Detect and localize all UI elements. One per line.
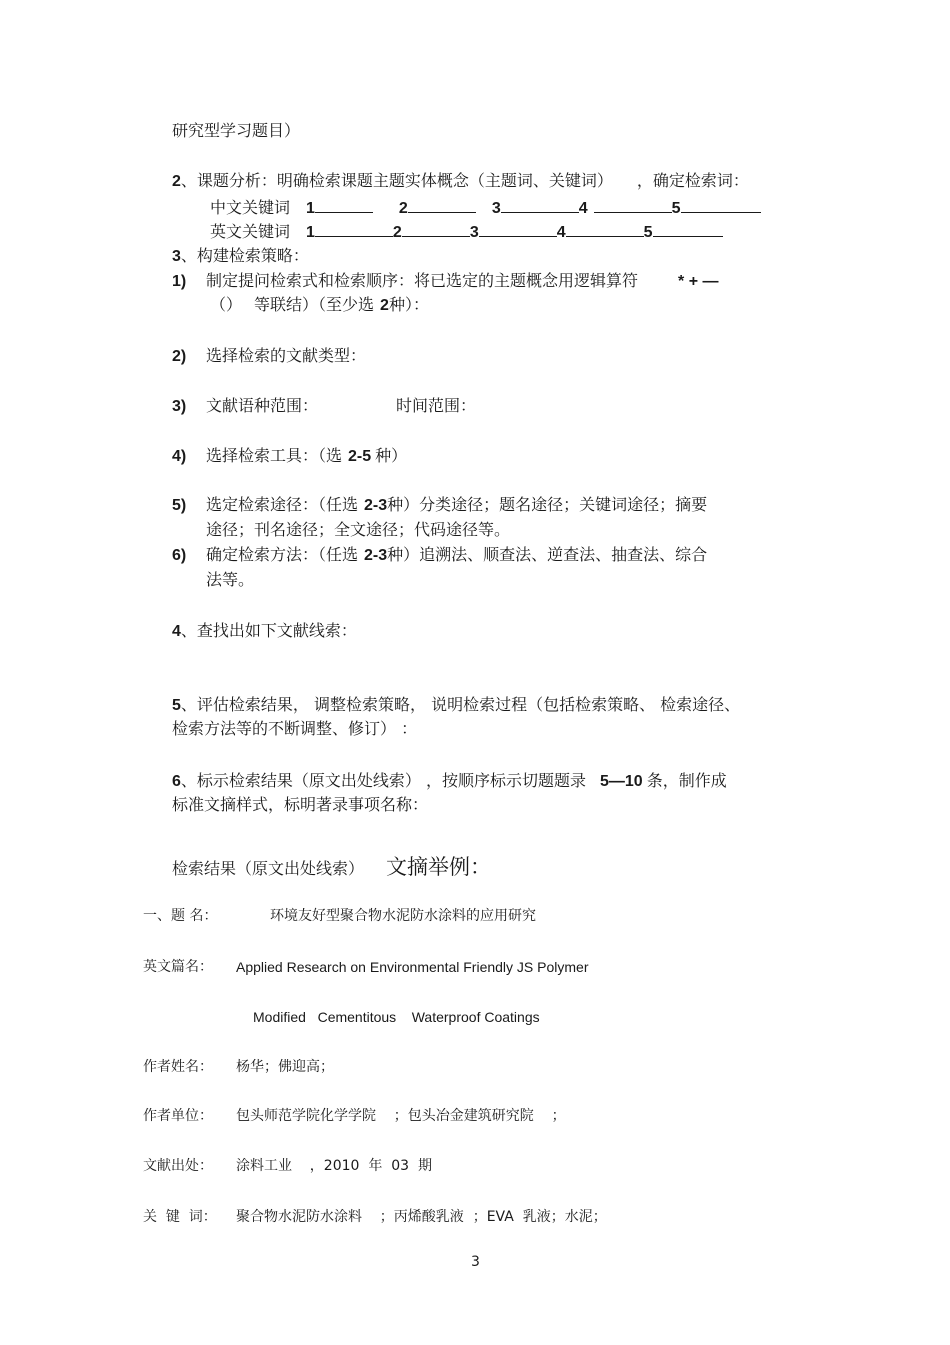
section-5-number: 5 — [172, 697, 181, 714]
page-number: 3 — [471, 1254, 480, 1270]
section-6-heading — [172, 770, 727, 793]
item-5-number: 5) — [172, 497, 187, 514]
en-kw-5-number: 5 — [643, 224, 653, 241]
item-2 — [172, 345, 366, 368]
english-title-label: 英文篇名： — [143, 959, 213, 975]
source-value: 涂料工业 ，2010 年 03 期 — [236, 1158, 432, 1174]
en-keywords-label: 英文关键词 — [210, 222, 291, 241]
item-1-line-2-end: 种）： — [388, 295, 429, 314]
item-1-number: 1) — [172, 273, 187, 290]
item-5-range: 2-3 — [364, 497, 388, 514]
example-heading: 文摘举例： — [386, 855, 492, 879]
section-3-heading — [172, 245, 309, 268]
cn-kw-1-blank[interactable] — [315, 196, 373, 213]
item-6-text-2: 种）追溯法、顺查法、逆查法、抽查法、综合 — [387, 545, 708, 564]
section-6-number: 6 — [172, 773, 181, 790]
section-4-heading — [172, 620, 357, 643]
item-3-time-label: 时间范围： — [396, 396, 477, 415]
cn-keywords-row — [210, 196, 761, 220]
cn-kw-5-blank[interactable] — [681, 196, 761, 213]
cn-kw-2-number: 2 — [398, 200, 408, 217]
unit-label: 作者单位： — [143, 1108, 213, 1124]
keywords-value: 聚合物水泥防水涂料 ；丙烯酸乳液 ；EVA 乳液；水泥； — [236, 1209, 607, 1225]
en-kw-2-number: 2 — [392, 224, 402, 241]
en-kw-4-blank[interactable] — [566, 220, 644, 237]
section-6-text-2: 条，制作成 — [646, 771, 727, 790]
item-5-line-2: 途径；刊名途径；全文途径；代码途径等。 — [206, 520, 511, 539]
section-6-range: 5—10 — [600, 773, 643, 790]
section-4-number: 4 — [172, 623, 181, 640]
cn-kw-4-number: 4 — [578, 200, 588, 217]
item-3-number: 3) — [172, 398, 187, 415]
english-title-line-1: Applied Research on Environmental Friendly JS Polymer — [236, 959, 589, 975]
item-6-number: 6) — [172, 547, 187, 564]
item-1 — [172, 270, 718, 293]
item-6 — [172, 544, 707, 567]
section-2-heading — [172, 170, 749, 193]
item-1-operators: * + — — [678, 273, 719, 290]
cn-keywords-label: 中文关键词 — [210, 198, 291, 217]
cn-kw-3-number: 3 — [491, 200, 501, 217]
item-1-line-2-text: 等联结）（至少选 — [254, 295, 375, 314]
author-label: 作者姓名： — [143, 1059, 213, 1075]
en-keywords-row — [210, 220, 723, 244]
item-1-text: 制定提问检索式和检索顺序：将已选定的主题概念用逻辑算符 — [206, 271, 639, 290]
author-value: 杨华；佛迎高； — [236, 1059, 334, 1075]
en-kw-1-number: 1 — [306, 224, 315, 241]
section-6-text: 、标示检索结果（原文出处线索） ，按顺序标示切题题录 — [180, 771, 586, 790]
section-2-number: 2 — [172, 173, 181, 190]
section-5-text: 、评估检索结果， 调整检索策略， 说明检索过程（包括检索策略、 检索途径、 — [180, 695, 741, 714]
title-value: 环境友好型聚合物水泥防水涂料的应用研究 — [270, 908, 536, 924]
cn-kw-1-number: 1 — [306, 200, 315, 217]
keywords-label: 关 键 词： — [143, 1209, 217, 1225]
cn-kw-5-number: 5 — [671, 200, 681, 217]
section-4-text: 、查找出如下文献线索： — [180, 621, 357, 640]
source-label: 文献出处： — [143, 1158, 213, 1174]
item-4-text-2: 种） — [375, 446, 408, 465]
section-2-text: 、课题分析：明确检索课题主题实体概念（主题词、关键词） — [180, 171, 613, 190]
cn-kw-4-blank[interactable] — [594, 196, 672, 213]
item-4-text: 选择检索工具：（选 — [206, 446, 343, 465]
item-3 — [172, 395, 476, 418]
title-label: 一、题 名： — [143, 908, 218, 924]
intro-line: 研究型学习题目） — [172, 121, 301, 140]
item-1-parens: （） — [210, 295, 243, 314]
section-3-number: 3 — [172, 248, 181, 265]
item-6-line-2: 法等。 — [206, 570, 255, 589]
section-5-line-2: 检索方法等的不断调整、修订） ： — [172, 719, 418, 738]
en-kw-2-blank[interactable] — [402, 220, 470, 237]
item-1-count: 2 — [380, 297, 389, 314]
en-kw-3-blank[interactable] — [479, 220, 557, 237]
english-title-line-2: Modified Cementitous Waterproof Coatings — [253, 1009, 540, 1025]
item-6-text: 确定检索方法：（任选 — [206, 545, 359, 564]
section-5-heading — [172, 694, 740, 717]
item-5-text-2: 种）分类途径；题名途径；关键词途径；摘要 — [387, 495, 708, 514]
cn-kw-3-blank[interactable] — [501, 196, 579, 213]
item-2-number: 2) — [172, 348, 187, 365]
item-4 — [172, 445, 407, 468]
en-kw-4-number: 4 — [556, 224, 566, 241]
section-3-text: 、构建检索策略： — [180, 246, 309, 265]
unit-value: 包头师范学院化学学院 ；包头冶金建筑研究院 ； — [236, 1108, 566, 1124]
item-1-line-2 — [210, 294, 429, 317]
en-kw-3-number: 3 — [469, 224, 479, 241]
item-3-language-label: 文献语种范围： — [206, 396, 319, 415]
result-heading: 检索结果（原文出处线索） — [172, 859, 365, 878]
en-kw-5-blank[interactable] — [653, 220, 723, 237]
item-5-text: 选定检索途径：（任选 — [206, 495, 359, 514]
item-2-text: 选择检索的文献类型： — [206, 346, 367, 365]
item-4-range: 2-5 — [348, 448, 372, 465]
item-5 — [172, 494, 707, 517]
item-4-number: 4) — [172, 448, 187, 465]
cn-kw-2-blank[interactable] — [408, 196, 476, 213]
section-6-line-2: 标准文摘样式，标明著录事项名称： — [172, 795, 429, 814]
item-6-range: 2-3 — [364, 547, 388, 564]
en-kw-1-blank[interactable] — [315, 220, 393, 237]
section-2-text-2: ，确定检索词： — [636, 171, 749, 190]
result-heading-row — [172, 856, 491, 880]
